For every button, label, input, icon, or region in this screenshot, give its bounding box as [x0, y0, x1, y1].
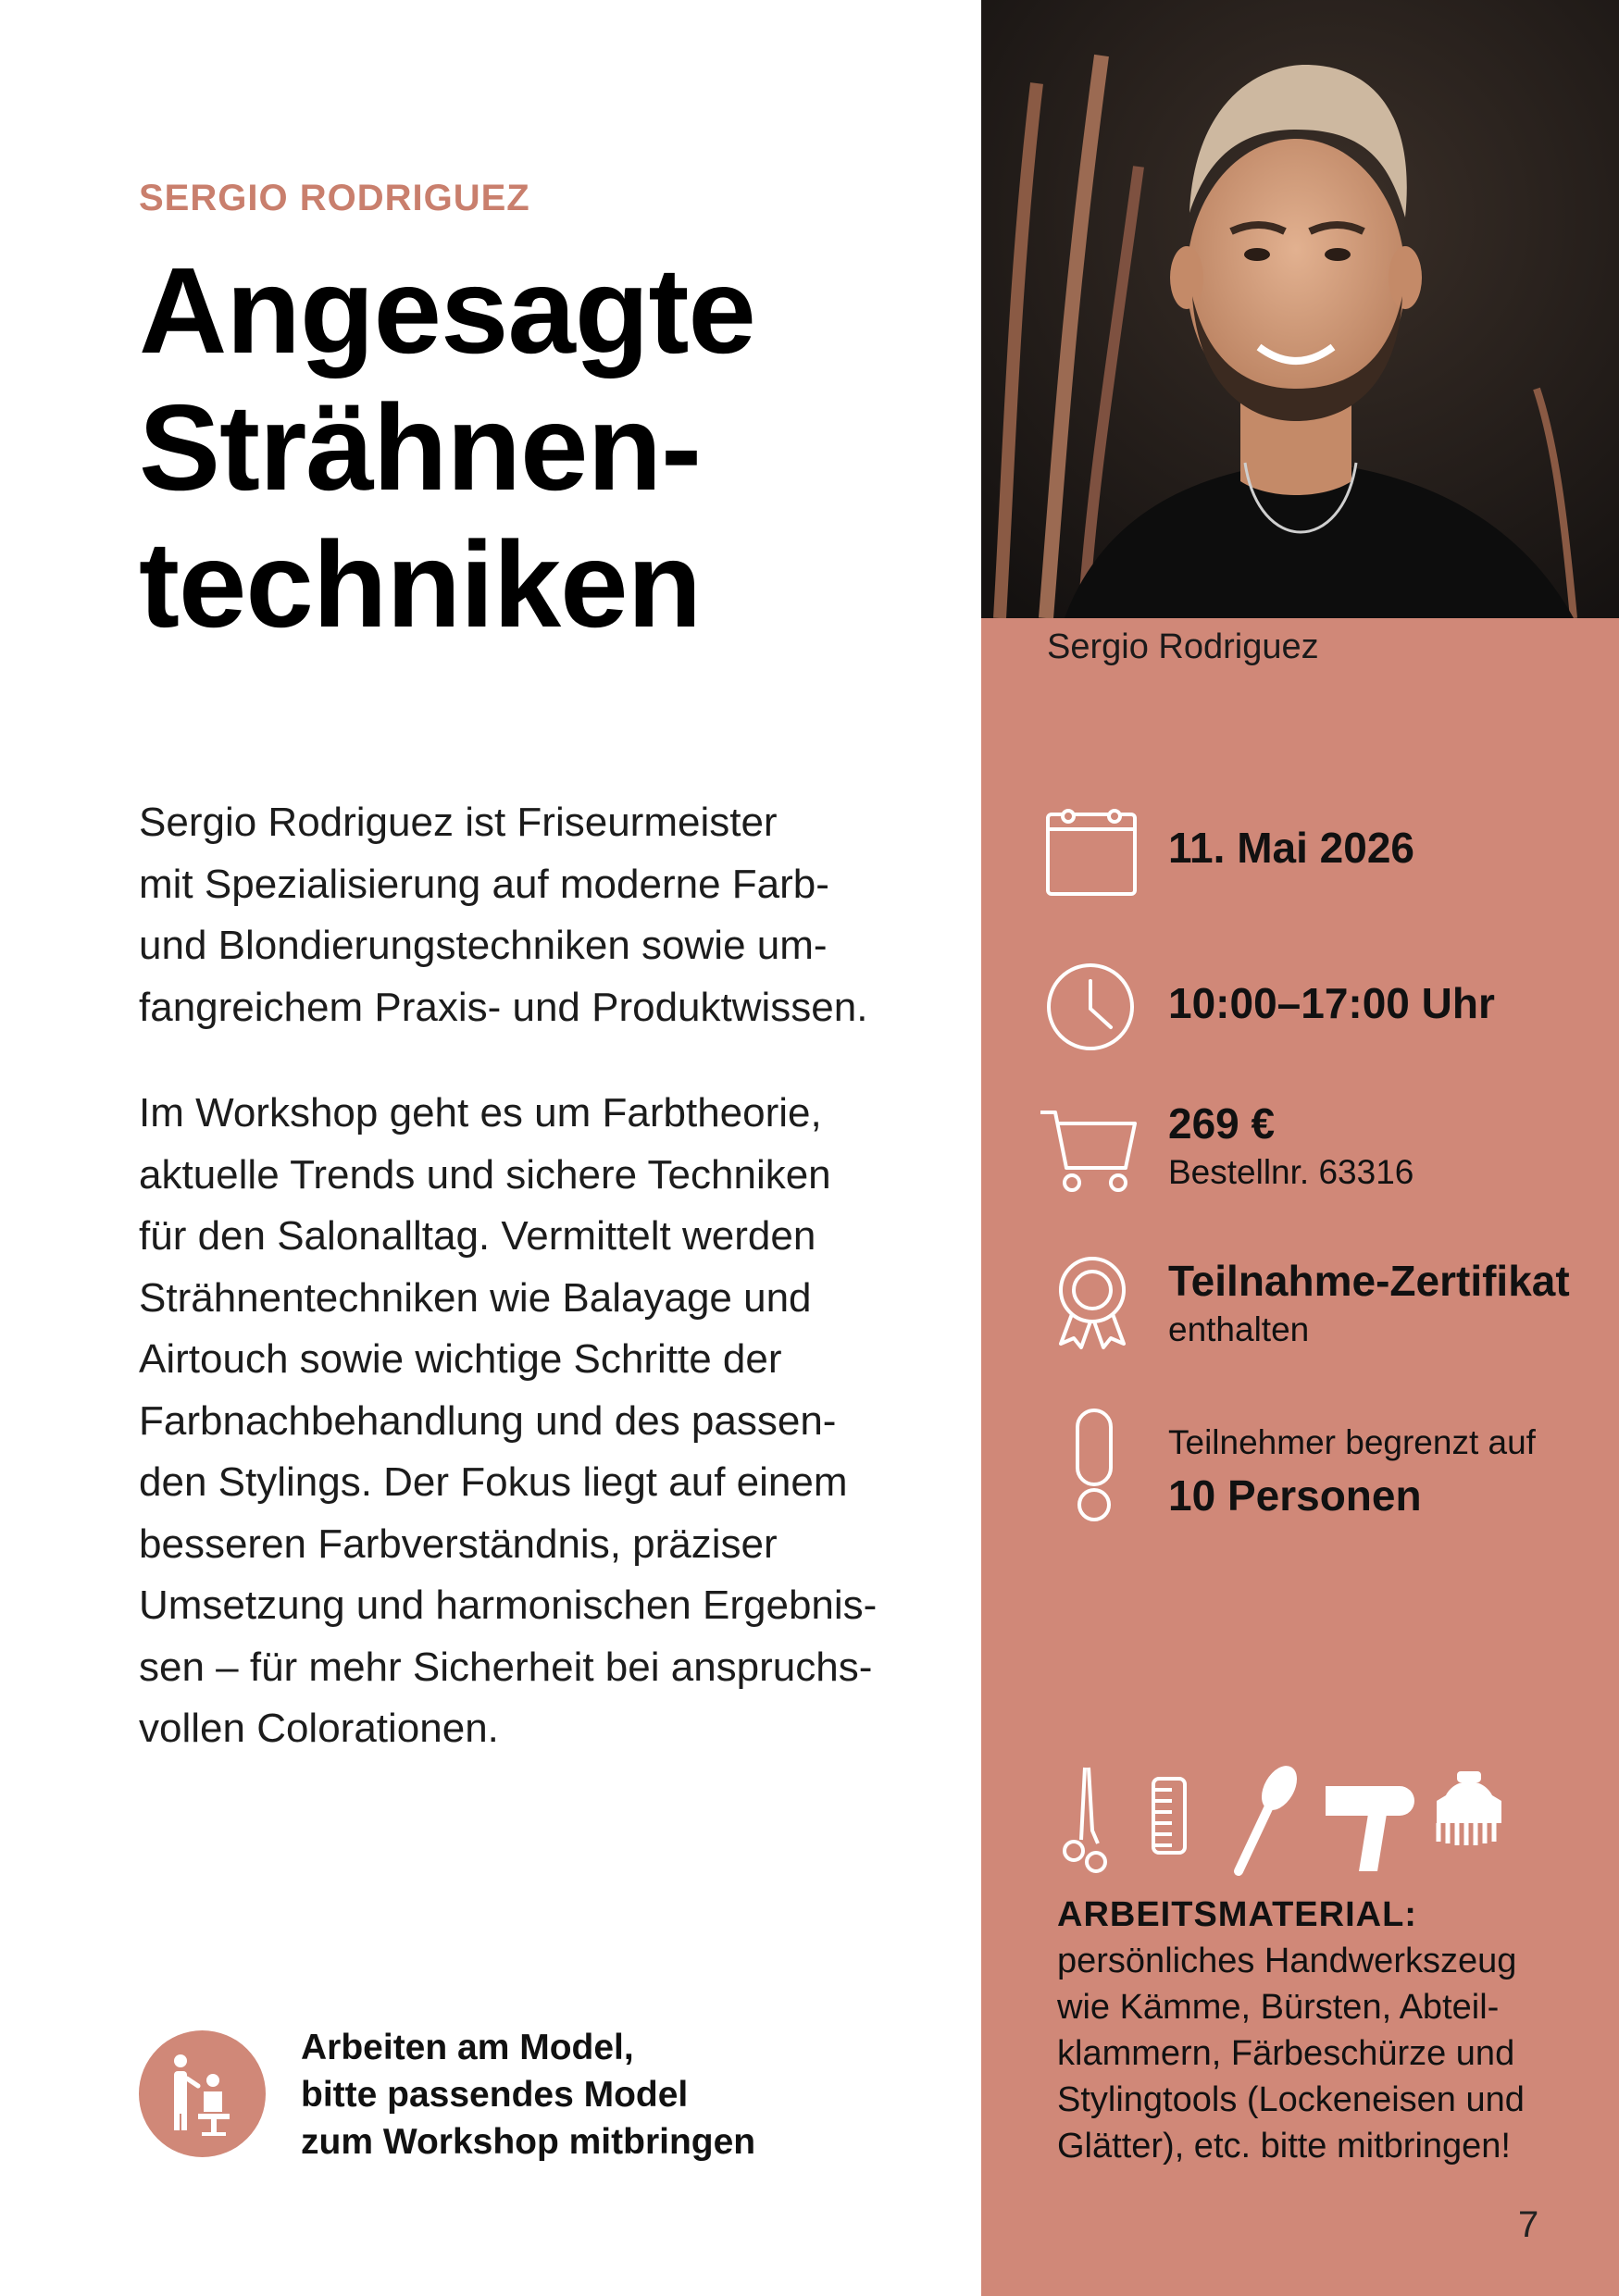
body-line: aktuelle Trends und sichere Techniken	[139, 1151, 831, 1198]
calendar-icon	[1044, 805, 1139, 902]
model-note-line: bitte passendes Model	[301, 2075, 689, 2115]
intro-line: Sergio Rodriguez ist Friseurmeister	[139, 800, 778, 845]
info-date: 11. Mai 2026	[1168, 824, 1414, 872]
body-line: sen – für mehr Sicherheit bei anspruchs-	[139, 1644, 873, 1690]
model-note-line: zum Workshop mitbringen	[301, 2122, 756, 2162]
title-line: Strähnen-	[139, 379, 702, 515]
page-number: 7	[1518, 2204, 1539, 2245]
body-paragraph	[139, 1083, 935, 1760]
intro-line: mit Spezialisierung auf moderne Farb-	[139, 861, 829, 907]
body-line: für den Salonalltag. Vermittelt werden	[139, 1213, 816, 1259]
comb-icon	[1153, 1779, 1185, 1853]
model-person-icon	[139, 2030, 266, 2157]
intro-paragraph	[139, 792, 935, 1038]
material-heading: ARBEITSMATERIAL:	[1057, 1895, 1417, 1934]
info-limit-value: 10 Personen	[1168, 1471, 1422, 1520]
intro-line: und Blondierungstechniken sowie um-	[139, 923, 828, 968]
cart-icon	[1037, 1105, 1139, 1202]
exclamation-icon	[1074, 1407, 1115, 1528]
body-line: Umsetzung und harmonischen Ergebnis-	[139, 1582, 878, 1628]
photo-caption: Sergio Rodriguez	[1047, 627, 1319, 666]
certificate-icon	[1055, 1255, 1129, 1356]
body-line: Im Workshop geht es um Farbtheorie,	[139, 1090, 822, 1136]
hairdryer-icon	[1326, 1786, 1414, 1871]
tool-icons-row	[1057, 1758, 1511, 1879]
model-note	[301, 2024, 755, 2166]
body-line: vollen Colorationen.	[139, 1706, 499, 1751]
author-eyebrow: SERGIO RODRIGUEZ	[139, 178, 530, 218]
body-line: Airtouch sowie wichtige Schritte der	[139, 1336, 782, 1382]
body-line: besseren Farbverständnis, präziser	[139, 1520, 778, 1567]
body-line: Farbnachbehandlung und des passen-	[139, 1397, 837, 1444]
page-title	[139, 242, 953, 653]
material-line: persönliches Handwerkszeug	[1057, 1942, 1517, 1980]
scissors-icon	[1065, 1768, 1105, 1871]
info-price: 269 €	[1168, 1099, 1276, 1148]
info-certificate-title: Teilnahme-Zertifikat	[1168, 1257, 1570, 1305]
model-note-line: Arbeiten am Model,	[301, 2028, 634, 2067]
intro-line: fangreichem Praxis- und Produktwissen.	[139, 984, 868, 1030]
material-line: Glätter), etc. bitte mitbringen!	[1057, 2127, 1511, 2166]
info-limit-label: Teilnehmer begrenzt auf	[1168, 1423, 1536, 1461]
material-line: klammern, Färbeschürze und	[1057, 2034, 1515, 2073]
body-line: den Stylings. Der Fokus liegt auf einem	[139, 1459, 848, 1505]
brush-icon	[1239, 1759, 1304, 1871]
body-line: Strähnentechniken wie Balayage und	[139, 1274, 812, 1321]
portrait-photo	[981, 0, 1619, 618]
info-order-number: Bestellnr. 63316	[1168, 1153, 1414, 1191]
hair-clip-icon	[1437, 1771, 1501, 1845]
material-block	[1057, 1892, 1557, 2169]
material-line: wie Kämme, Bürsten, Abteil-	[1057, 1988, 1500, 2027]
info-time: 10:00–17:00 Uhr	[1168, 979, 1495, 1027]
title-line: Angesagte	[139, 242, 755, 379]
title-line: techniken	[139, 516, 702, 652]
material-line: Stylingtools (Lockeneisen und	[1057, 2080, 1525, 2119]
clock-icon	[1044, 961, 1137, 1058]
info-certificate-sub: enthalten	[1168, 1310, 1310, 1348]
